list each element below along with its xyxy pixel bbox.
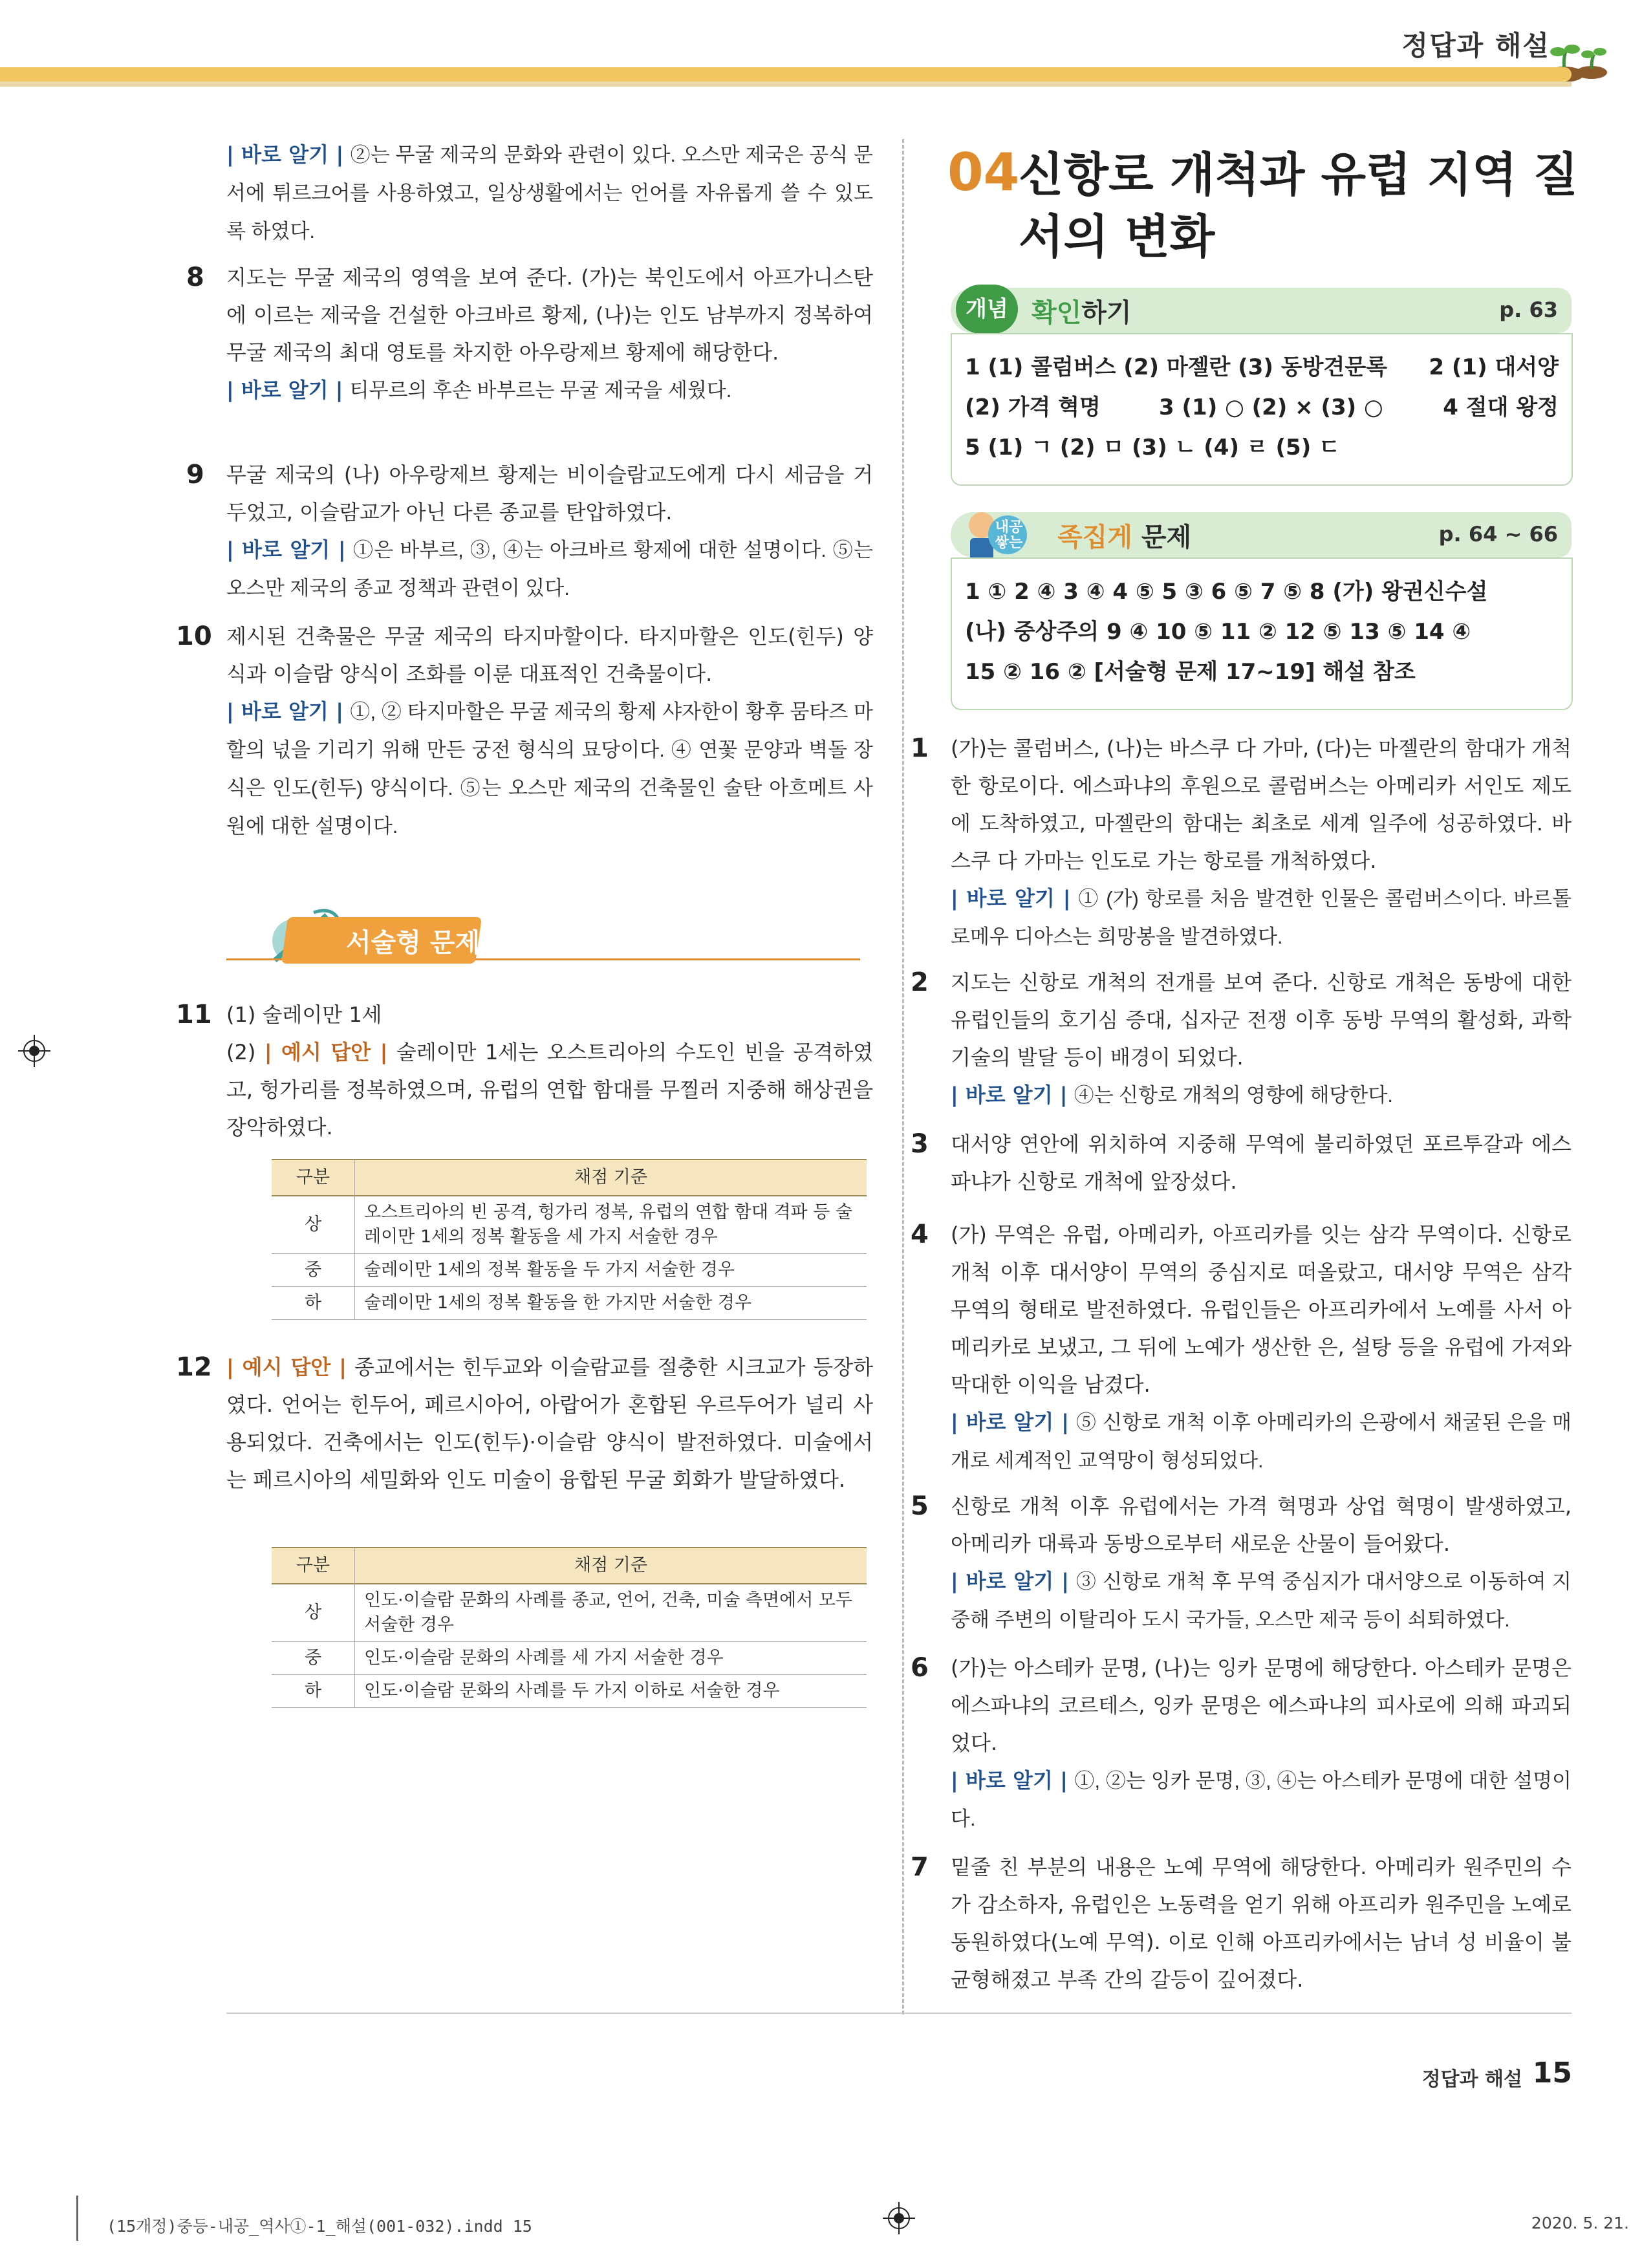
table-row <box>272 1287 867 1320</box>
note-text: ④는 신항로 개척의 영향에 해당한다. <box>1074 1084 1393 1107</box>
question-10 <box>176 618 873 845</box>
question-body: 지도는 무굴 제국의 영역을 보여 준다. (가)는 북인도에서 아프가니스탄에 이르는 제국을 건설한 아크바르 황제, (나)는 인도 남부까지 정복하여 무굴 제국의 최대 영토를 차지한 아우랑제브 황제에 해당한다. <box>226 265 873 365</box>
item-body: (가) 무역은 유럽, 아메리카, 아프리카를 잇는 삼각 무역이다. 신항로 개척 이후 대서양이 무역의 중심지로 떠올랐고, 대서양 무역은 삼각 무역의 형태로 발전하였다. 유럽인들은 아프리카에서 노예를 사서 아메리카로 보냈고, 그 뒤에 노예가 생산한 은, 설탕 등을 유럽에 가져와 막대한 이익을 남겼다. <box>951 1222 1572 1397</box>
criteria-cell: 술레이만 1세의 정복 활동을 두 가지 서술한 경우 <box>355 1254 867 1287</box>
table-header-criteria: 채점 기준 <box>355 1160 867 1196</box>
answer-item-4 <box>911 1216 1572 1480</box>
example-answer: 종교에서는 힌두교와 이슬람교를 절충한 시크교가 등장하였다. 언어는 힌두어, 페르시아어, 아랍어가 혼합된 우르두어가 널리 사용되었다. 건축에서는 인도(힌두)·이슬람 양식이 발전하였다. 미술에서는 페르시아의 세밀화와 인도 미술이 융합된 무굴 회화가 발달하였다. <box>226 1355 874 1492</box>
practice-badge-text: 내공 쌓는 <box>995 519 1023 551</box>
label-strong: 족집게 <box>1057 523 1132 552</box>
header-bar <box>0 67 1572 81</box>
question-number: 2 <box>911 967 929 997</box>
print-file-info: (15개정)중등-내공_역사①-1_해설(001-032).indd 15 <box>107 2217 532 2236</box>
crop-mark <box>76 2196 78 2241</box>
note-text: ⑤ 신항로 개척 이후 아메리카의 은광에서 채굴된 은을 매개로 세계적인 교역망이 형성되었다. <box>951 1411 1572 1472</box>
answer-item-5 <box>911 1487 1572 1639</box>
registration-mark-icon <box>18 1035 50 1067</box>
item-body: (가)는 콜럼버스, (나)는 바스쿠 다 가마, (다)는 마젤란의 함대가 개척한 항로이다. 에스파냐의 후원으로 콜럼버스는 아메리카 서인도 제도에 도착하였고, 마젤란의 함대는 최초로 세계 일주에 성공하였다. 바스쿠 다 가마는 인도로 가는 항로를 개척하였다. <box>951 736 1572 873</box>
question-number: 11 <box>176 1000 212 1030</box>
concept-box <box>951 333 1573 486</box>
question-body: 제시된 건축물은 무굴 제국의 타지마할이다. 타지마할은 인도(힌두) 양식과 이슬람 양식이 조화를 이룬 대표적인 건축물이다. <box>226 624 873 686</box>
question-9 <box>186 456 874 607</box>
answer-item-6 <box>911 1649 1572 1838</box>
answer-line: (나) 중상주의 9 ④ 10 ⑤ 11 ② 12 ⑤ 13 ⑤ 14 ④ <box>965 619 1471 645</box>
item-body: (가)는 아스테카 문명, (나)는 잉카 문명에 해당한다. 아스테카 문명은 에스파냐의 코르테스, 잉카 문명은 에스파냐의 피사로에 의해 파괴되었다. <box>951 1656 1572 1755</box>
header-bar-shadow <box>0 81 1572 87</box>
answer-line: 3 (1) ○ (2) × (3) ○ <box>1159 394 1383 420</box>
question-number: 5 <box>911 1491 929 1521</box>
note-text: ③ 신항로 개척 후 무역 중심지가 대서양으로 이동하여 지중해 주변의 이탈리아 도시 국가들, 오스만 제국 등이 쇠퇴하였다. <box>951 1570 1572 1631</box>
level-cell: 중 <box>272 1642 355 1675</box>
note-tag: | 바로 알기 | <box>951 886 1071 911</box>
question-number: 10 <box>176 621 212 651</box>
header-title: 정답과 해설 <box>1401 30 1550 61</box>
example-answer: 술레이만 1세는 오스트리아의 수도인 빈을 공격하였고, 헝가리를 정복하였으며, 유럽의 연합 함대를 무찔러 지중해 해상권을 장악하였다. <box>226 1040 874 1139</box>
level-cell: 하 <box>272 1675 355 1708</box>
answer-line: 2 (1) 대서양 <box>1429 354 1559 380</box>
answer-line: 1 (1) 콜럼버스 (2) 마젤란 (3) 동방견문록 <box>965 354 1388 380</box>
item-body: 밑줄 친 부분의 내용은 노예 무역에 해당한다. 아메리카 원주민의 수가 감소하자, 유럽인은 노동력을 얻기 위해 아프리카 원주민을 노예로 동원하였다(노예 무역). 이로 인해 아프리카에서는 남녀 성 비율이 불균형해졌고 부족 간의 갈등이 깊어졌다. <box>951 1855 1572 1992</box>
item-body: 대서양 연안에 위치하여 지중해 무역에 불리하였던 포르투갈과 에스파냐가 신항로 개척에 앞장섰다. <box>951 1132 1572 1194</box>
note-text: 티무르의 후손 바부르는 무굴 제국을 세웠다. <box>349 379 732 402</box>
registration-mark-icon <box>883 2202 915 2234</box>
note-tag: | 바로 알기 | <box>226 142 344 167</box>
question-number: 6 <box>911 1653 929 1683</box>
answer-item-7 <box>911 1848 1572 1998</box>
answer-line: 15 ② 16 ② [서술형 문제 17~19] 해설 참조 <box>965 659 1416 685</box>
concept-badge: 개념 <box>956 285 1018 334</box>
question-number: 7 <box>911 1852 929 1882</box>
note-tag: | 바로 알기 | <box>226 537 346 562</box>
note-text: ①, ②는 잉카 문명, ③, ④는 아스테카 문명에 대한 설명이다. <box>951 1769 1572 1830</box>
question-number: 3 <box>911 1129 929 1159</box>
answer-part-1: (1) 술레이만 1세 <box>226 1002 382 1027</box>
practice-box-label <box>1057 517 1191 554</box>
item-body: 지도는 신항로 개척의 전개를 보여 준다. 신항로 개척은 동방에 대한 유럽인들의 호기심 증대, 십자군 전쟁 이후 동방 무역의 활성화, 과학 기술의 발달 등이 배경이 되었다. <box>951 970 1572 1070</box>
column-divider <box>902 139 904 2014</box>
criteria-cell: 인도·이슬람 문화의 사례를 종교, 언어, 건축, 미술 측면에서 모두 서술한 경우 <box>355 1584 867 1642</box>
note-text: ①은 바부르, ③, ④는 아크바르 황제에 대한 설명이다. ⑤는 오스만 제국의 종교 정책과 관련이 있다. <box>226 539 874 599</box>
label-rest: 하기 <box>1081 298 1132 328</box>
question-number: 9 <box>186 460 204 490</box>
note-tag: | 바로 알기 | <box>951 1410 1069 1434</box>
practice-page-ref: p. 64 ~ 66 <box>1438 522 1558 546</box>
note-tag: | 바로 알기 | <box>951 1768 1068 1793</box>
level-cell: 상 <box>272 1196 355 1254</box>
criteria-cell: 인도·이슬람 문화의 사례를 두 가지 이하로 서술한 경우 <box>355 1675 867 1708</box>
criteria-cell: 술레이만 1세의 정복 활동을 한 가지만 서술한 경우 <box>355 1287 867 1320</box>
print-date: 2020. 5. 21. <box>1531 2214 1629 2232</box>
table-row <box>272 1675 867 1708</box>
table-row <box>272 1254 867 1287</box>
note-text: ②는 무굴 제국의 문화와 관련이 있다. 오스만 제국은 공식 문서에 튀르크어를 사용하였고, 일상생활에서는 언어를 자유롭게 쓸 수 있도록 하였다. <box>226 144 873 243</box>
question-number: 8 <box>186 263 204 292</box>
question-11 <box>176 996 874 1146</box>
answer-line: 4 절대 왕정 <box>1443 394 1559 420</box>
criteria-table-12 <box>272 1547 867 1708</box>
level-cell: 상 <box>272 1584 355 1642</box>
footer-label: 정답과 해설 <box>1421 2068 1522 2091</box>
label-rest: 문제 <box>1132 523 1192 552</box>
question-number: 1 <box>911 733 929 763</box>
answer-item-2 <box>911 964 1572 1114</box>
note-text: ①, ② 타지마할은 무굴 제국의 황제 샤자한이 황후 뭄타즈 마할의 넋을 기리기 위해 만든 궁전 형식의 묘당이다. ④ 연꽃 문양과 벽돌 장식은 인도(힌두) 양식이다. ⑤는 오스만 제국의 건축물인 술탄 아흐메트 사원에 대한 설명이다. <box>226 700 873 837</box>
section-title: 신항로 개척과 유럽 지역 질서의 변화 <box>1019 147 1579 264</box>
criteria-table-11 <box>272 1159 867 1320</box>
question-8 <box>186 259 873 409</box>
question-number: 4 <box>911 1220 929 1249</box>
answer-line: 1 ① 2 ④ 3 ④ 4 ⑤ 5 ③ 6 ⑤ 7 ⑤ 8 (가) 왕권신수설 <box>965 579 1488 605</box>
note-text: ① (가) 항로를 처음 발견한 인물은 콜럼버스이다. 바르톨로메우 디아스는 희망봉을 발견하였다. <box>951 887 1572 948</box>
example-answer-tag: | 예시 답안 | <box>264 1040 388 1064</box>
table-row <box>272 1196 867 1254</box>
concept-page-ref: p. 63 <box>1499 297 1558 322</box>
item-body: 신항로 개척 이후 유럽에서는 가격 혁명과 상업 혁명이 발생하였고, 아메리카 대륙과 동방으로부터 새로운 산물이 들어왔다. <box>951 1494 1572 1556</box>
example-answer-tag: | 예시 답안 | <box>226 1355 347 1379</box>
table-row <box>272 1642 867 1675</box>
practice-box <box>951 557 1573 710</box>
answer-part-2-prefix: (2) <box>226 1040 256 1064</box>
serial-heading-text: 서술형 문제 <box>346 928 481 958</box>
section-number: 04 <box>947 142 1020 202</box>
question-12 <box>176 1348 874 1498</box>
criteria-cell: 오스트리아의 빈 공격, 헝가리 정복, 유럽의 연합 함대 격파 등 술레이만 1세의 정복 활동을 세 가지 서술한 경우 <box>355 1196 867 1254</box>
answer-line: (2) 가격 혁명 <box>965 394 1101 420</box>
note-tag: | 바로 알기 | <box>951 1569 1069 1593</box>
answer-item-1 <box>911 729 1572 956</box>
table-header-level: 구분 <box>272 1548 355 1584</box>
question-number: 12 <box>176 1352 212 1382</box>
intro-note <box>226 136 873 250</box>
criteria-cell: 인도·이슬람 문화의 사례를 세 가지 서술한 경우 <box>355 1642 867 1675</box>
answer-line: 5 (1) ㄱ (2) ㅁ (3) ㄴ (4) ㄹ (5) ㄷ <box>965 435 1340 460</box>
table-header-criteria: 채점 기준 <box>355 1548 867 1584</box>
table-row <box>272 1584 867 1642</box>
concept-box-label <box>1032 292 1132 329</box>
note-tag: | 바로 알기 | <box>226 378 343 402</box>
note-tag: | 바로 알기 | <box>226 699 343 724</box>
note-tag: | 바로 알기 | <box>951 1083 1068 1107</box>
level-cell: 하 <box>272 1287 355 1320</box>
practice-badge <box>956 506 1033 564</box>
answer-item-3 <box>911 1125 1572 1200</box>
label-strong: 확인 <box>1032 298 1082 328</box>
level-cell: 중 <box>272 1254 355 1287</box>
question-body: 무굴 제국의 (나) 아우랑제브 황제는 비이슬람교도에게 다시 세금을 거두었고, 이슬람교가 아닌 다른 종교를 탄압하였다. <box>226 462 873 524</box>
table-header-level: 구분 <box>272 1160 355 1196</box>
bottom-rule <box>226 2013 1572 2014</box>
page-number: 15 <box>1532 2057 1572 2090</box>
